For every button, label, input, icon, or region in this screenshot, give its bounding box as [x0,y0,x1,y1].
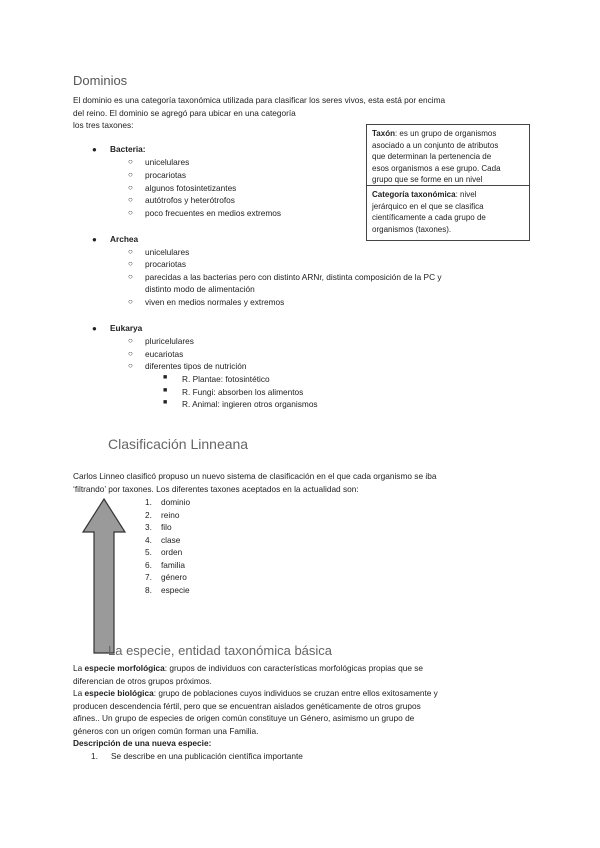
term-biologica: especie biológica [84,688,154,698]
intro-line: ‘filtrando’ por taxones. Los diferentes taxones aceptados en la actualidad son: [73,483,359,494]
rank-number: 6. [145,559,152,570]
list-item: procariotas [145,259,187,269]
text: : grupo de poblaciones cuyos individuos se cruzan entre ellos exitosamente y [153,688,438,698]
list-item: algunos fotosintetizantes [145,183,237,193]
box-line: : es un grupo de organismos [394,129,497,138]
intro-line: El dominio es una categoría taxonómica utilizada para clasificar los seres vivos, esta está por encima [73,95,446,105]
linnea-intro [73,470,436,495]
section-title-dominios: Dominios [73,73,128,88]
rank-item [145,546,190,559]
group-eukarya: Eukarya [110,323,143,333]
box-line: asociado a un conjunto de atributos [372,140,499,150]
section-title-especie: La especie, entidad taxonómica básica [108,643,333,658]
taxon-definition-box [366,124,530,186]
bullet-circle-icon: ○ [128,349,133,358]
bullet-circle-icon: ○ [128,259,133,268]
box-line: : nivel [455,190,477,199]
especie-body [73,662,533,762]
sub-list-item: R. Fungi: absorben los alimentos [182,387,304,397]
text-line: afines.. Un grupo de especies de origen común constituye un Género, asimismo un grupo de [73,713,415,723]
rank-number: 1. [145,497,152,507]
item-text: Se describe en una publicación científica importante [111,750,303,761]
rank-number: 5. [145,547,152,557]
text: : grupos de individuos con características morfológicas propias que se [164,663,424,673]
list-item: autótrofos y heterótrofos [145,195,235,205]
rank-item [145,509,190,522]
rank-item [145,521,190,534]
term-morfologica: especie morfológica [84,663,165,673]
list-item: unicelulares [145,157,190,167]
text-line: géneros con un origen común forman una Familia. [73,725,259,736]
bullet-circle-icon: ○ [128,361,133,370]
bio-line [73,687,533,700]
list-item: procariotas [145,170,187,180]
bullet-circle-icon: ○ [128,157,133,166]
rank-label: reino [161,509,180,520]
bullet-disc-icon: ● [92,145,97,154]
desc-item [73,750,533,763]
prefix: La [73,663,85,673]
prefix: La [73,688,85,698]
rank-item [145,584,190,597]
bullet-circle-icon: ○ [128,195,133,204]
sub-list-item: R. Animal: ingieren otros organismos [182,399,318,409]
desc-title: Descripción de una nueva especie: [73,738,212,748]
categoria-term: Categoría taxonómica [372,190,456,199]
up-arrow-icon [80,496,128,656]
categoria-definition-box [366,185,530,241]
rank-item [145,496,190,509]
list-item: parecidas a las bacterias pero con distinto ARNr, distinta composición de la PC y [145,272,442,282]
bullet-circle-icon: ○ [128,183,133,192]
sub-list-item: R. Plantae: fotosintético [182,374,270,384]
text-line: diferencian de otros grupos próximos. [73,675,212,686]
rank-list [145,496,190,596]
bullet-square-icon: ■ [163,387,168,394]
bullet-square-icon: ■ [163,374,168,381]
box-line: científicamente a cada grupo de [372,213,486,222]
rank-label: familia [161,559,185,570]
list-item: poco frecuentes en medios extremos [145,208,282,218]
intro-line: del reino. El dominio se agregó para ubicar en una categoría [73,107,296,118]
item-number: 1. [91,750,98,761]
list-item: viven en medios normales y extremos [145,297,285,307]
bullet-circle-icon: ○ [128,170,133,179]
bullet-circle-icon: ○ [128,336,133,345]
rank-number: 4. [145,534,152,545]
bullet-circle-icon: ○ [128,272,133,281]
rank-number: 2. [145,509,152,520]
bullet-circle-icon: ○ [128,208,133,217]
intro-line: los tres taxones: [73,120,134,130]
rank-number: 8. [145,584,152,595]
text-line: producen descendencia fértil, pero que se encuentran aislados genéticamente de otros grupos [73,700,421,711]
box-line: esos organismos a ese grupo. Cada [372,163,501,173]
rank-label: especie [161,584,190,595]
bullet-circle-icon: ○ [128,297,133,306]
group-bacteria: Bacteria: [110,144,146,154]
box-line: que determinan la pertenencia de [372,152,492,161]
bullet-disc-icon: ● [92,324,97,333]
rank-item [145,571,190,584]
rank-label: orden [161,547,183,557]
rank-number: 7. [145,572,152,582]
section-title-linneana: Clasificación Linneana [108,436,249,452]
list-item: unicelulares [145,247,190,257]
rank-label: género [161,572,187,582]
list-item: eucariotas [145,349,184,359]
rank-label: filo [161,522,172,532]
list-item: pluricelulares [145,336,194,346]
bullet-square-icon: ■ [163,399,168,406]
box-line: organismos (taxones). [372,224,452,234]
group-archea: Archea [110,234,139,244]
list-item-continued: distinto modo de alimentación [145,284,255,294]
morf-line [73,662,533,675]
bullet-circle-icon: ○ [128,247,133,256]
rank-label: dominio [161,497,191,507]
list-item: diferentes tipos de nutrición [145,361,247,371]
rank-item [145,559,190,572]
bullet-disc-icon: ● [92,235,97,244]
box-line: jerárquico en el que se clasifica [372,201,484,211]
rank-number: 3. [145,522,152,532]
intro-line: Carlos Linneo clasificó propuso un nuevo sistema de clasificación en el que cada organismo se iba [73,471,437,481]
taxon-term: Taxón [372,129,395,138]
rank-item [145,534,190,547]
rank-label: clase [161,534,181,545]
box-line: grupo que se forme en un nivel [372,175,483,184]
